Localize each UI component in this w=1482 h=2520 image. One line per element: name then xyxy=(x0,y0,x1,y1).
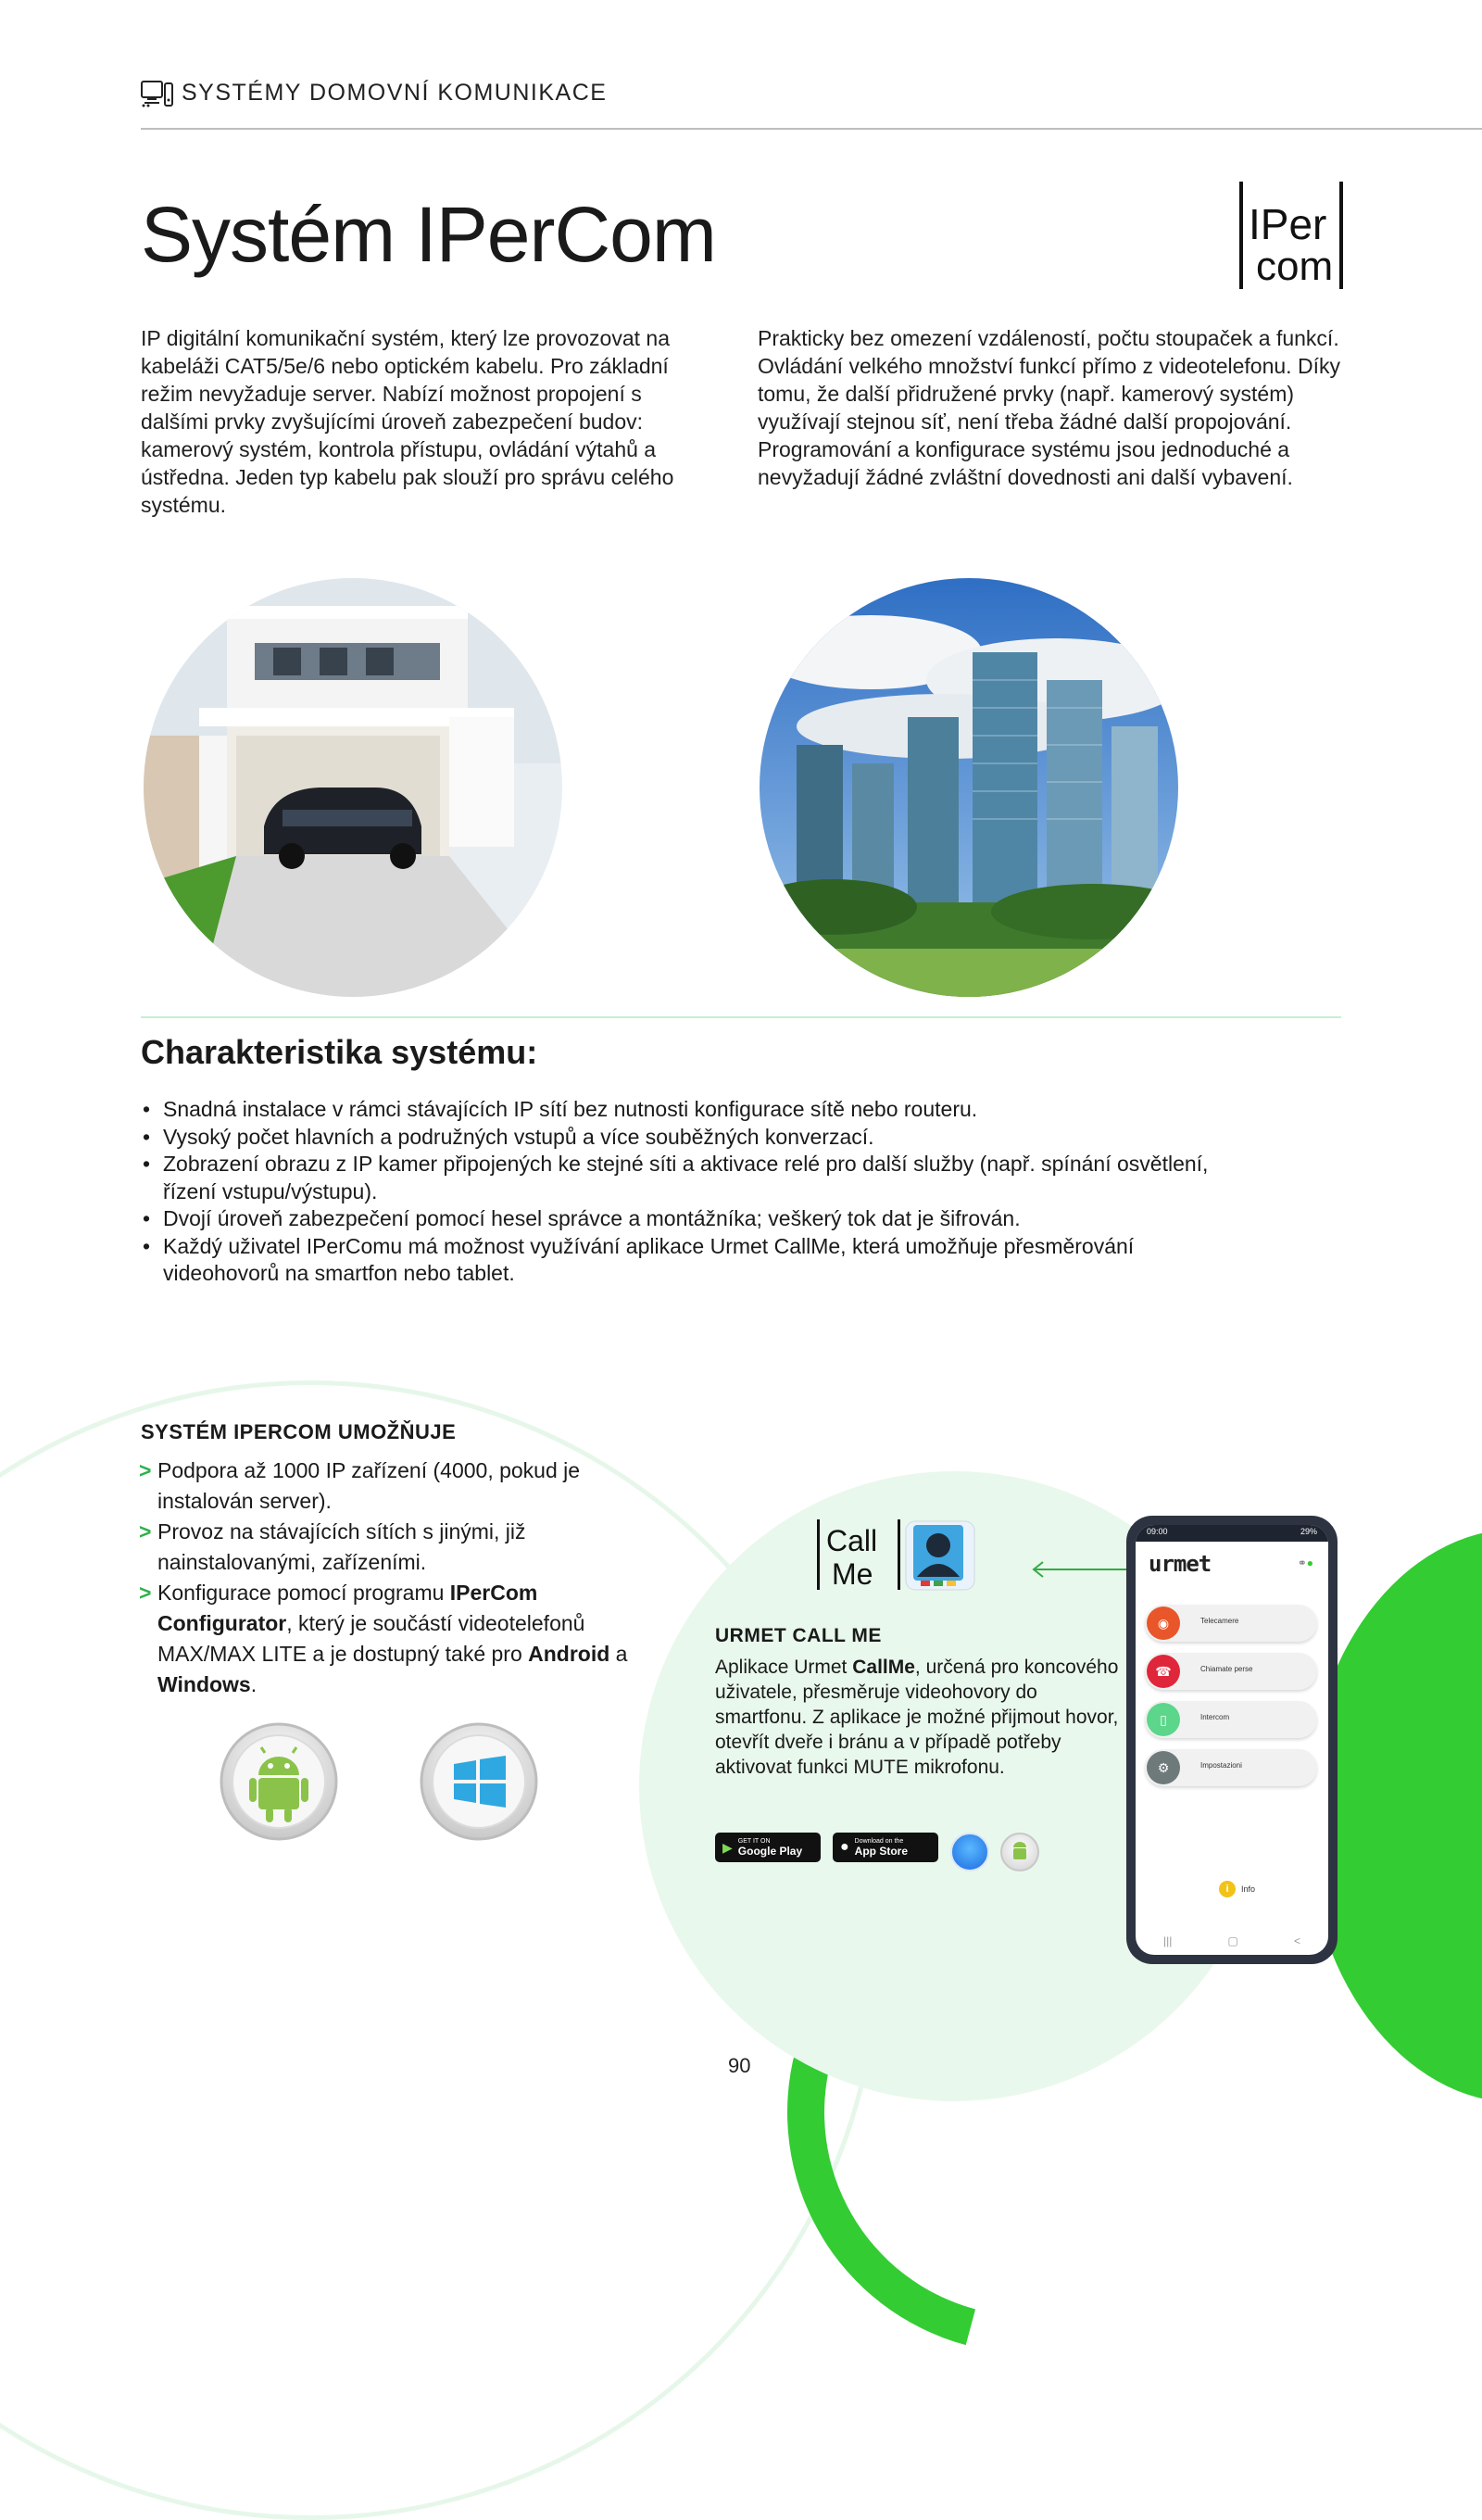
enables-item-text: Provoz na stávajících sítích s jinými, již nainstalovanými, zařízeními. xyxy=(157,1519,526,1574)
info-icon: i xyxy=(1219,1881,1236,1897)
apple-icon: ● xyxy=(840,1839,849,1855)
section-title: SYSTÉMY DOMOVNÍ KOMUNIKACE xyxy=(182,80,608,106)
ipercom-logo-line2: com xyxy=(1256,244,1334,289)
google-play-badge[interactable] xyxy=(715,1833,821,1862)
enables-item xyxy=(139,1578,639,1700)
phone-menu-label: Intercom xyxy=(1200,1713,1230,1721)
app-store-badge[interactable] xyxy=(833,1833,938,1862)
back-icon[interactable]: < xyxy=(1293,1934,1300,1947)
ipercom-logo xyxy=(1239,182,1343,289)
enables-item-text: Konfigurace pomocí programu xyxy=(157,1581,450,1605)
missed-calls-icon: ☎ xyxy=(1147,1655,1180,1688)
settings-icon: ⚙ xyxy=(1147,1751,1180,1784)
page-number: 90 xyxy=(728,2054,751,2077)
apple-badge-big: App Store xyxy=(854,1844,909,1858)
phone-menu-label: Impostazioni xyxy=(1200,1761,1242,1770)
smartphone-mockup xyxy=(1126,1516,1338,1964)
enables-title: SYSTÉM IPERCOM UMOŽŇUJE xyxy=(141,1420,457,1443)
enables-item-text: , který je součástí videotelefonů MAX/MAX LITE a je dostupný také pro xyxy=(157,1611,585,1666)
section-divider xyxy=(141,1016,1341,1018)
callme-logo-line2: Me xyxy=(832,1557,873,1590)
arrow-icon: > xyxy=(139,1458,152,1482)
phone-info-label: Info xyxy=(1241,1884,1256,1894)
camera-icon: ◉ xyxy=(1147,1606,1180,1640)
city-skyline-photo xyxy=(760,578,1178,997)
features-title: Charakteristika systému: xyxy=(141,1033,538,1071)
enables-item xyxy=(139,1455,639,1517)
phone-status-battery: 29% xyxy=(1300,1527,1317,1536)
enables-item xyxy=(139,1517,639,1578)
intro-right-paragraph-1: Prakticky bez omezení vzdáleností, počtu stoupaček a funkcí. Ovládání velkého množství funkcí přímo z videotelefonu. Díky tomu, že další přidružené prvky (např. kamerový systém) využívají stejnou síť, není třeba žádné další propojování. xyxy=(758,326,1340,434)
google-badge-small: GET IT ON xyxy=(737,1837,771,1845)
arrow-icon: > xyxy=(139,1519,152,1544)
callme-app-icon xyxy=(904,1519,976,1592)
phone-status-time: 09:00 xyxy=(1147,1527,1168,1536)
home-icon[interactable]: ▢ xyxy=(1227,1934,1238,1947)
phone-status-bar xyxy=(1136,1525,1328,1542)
phone-menu-label: Chiamate perse xyxy=(1200,1665,1253,1673)
callme-description xyxy=(715,1655,1123,1780)
phone-nav-bar xyxy=(1136,1934,1328,1947)
android-small-icon[interactable] xyxy=(1000,1833,1039,1871)
phone-menu-item[interactable] xyxy=(1145,1605,1317,1642)
features-list xyxy=(141,1096,1215,1288)
enables-item-text: a xyxy=(609,1642,628,1666)
arrow-icon: > xyxy=(139,1581,152,1605)
app-store-icon[interactable] xyxy=(950,1833,989,1871)
intro-right-paragraph-2: Programování a konfigurace systému jsou jednoduché a nevyžadují žádné zvláštní dovednosti ani další vybavení. xyxy=(758,437,1293,489)
phone-menu-item[interactable] xyxy=(1145,1749,1317,1786)
enables-item-text: Podpora až 1000 IP zařízení (4000, pokud je instalován server). xyxy=(157,1458,581,1513)
intercom-device-icon xyxy=(141,80,174,109)
feature-item: • Snadná instalace v rámci stávajících IP sítí bez nutnosti konfigurace sítě nebo routeru. xyxy=(141,1096,1215,1124)
windows-icon xyxy=(419,1721,539,1842)
phone-menu-label: Telecamere xyxy=(1200,1617,1239,1625)
house-photo xyxy=(144,578,562,997)
link-status-icon: ⚭● xyxy=(1297,1556,1313,1569)
enables-item-bold: IPerCom Configurator xyxy=(157,1581,538,1635)
intro-left-paragraph: IP digitální komunikační systém, který lze provozovat na kabeláži CAT5/5e/6 nebo optickém kabelu. Pro základní režim nevyžaduje server. Nabízí možnost propojení s dalšími prvky zvyšujícími úroveň zabezpečení budov: kamerový systém, kontrola přístupu, ovládání výtahů a ústředna. Jeden typ kabelu pak slouží pro správu celého systému. xyxy=(141,326,674,517)
google-badge-big: Google Play xyxy=(737,1844,803,1858)
phone-menu-item[interactable] xyxy=(1145,1653,1317,1690)
enables-list xyxy=(139,1455,639,1700)
android-icon xyxy=(219,1721,339,1842)
feature-item: • Každý uživatel IPerComu má možnost využívání aplikace Urmet CallMe, která umožňuje přesměrování videohovorů na smartfon nebo tablet. xyxy=(141,1233,1215,1288)
recent-apps-icon[interactable]: ||| xyxy=(1163,1934,1173,1947)
phone-info-button[interactable] xyxy=(1219,1881,1255,1897)
enables-item-text: . xyxy=(250,1672,257,1696)
phone-menu-item[interactable] xyxy=(1145,1701,1317,1738)
callme-logo xyxy=(817,1519,900,1590)
ipercom-logo-line1: IPer xyxy=(1249,200,1327,248)
header-divider xyxy=(141,128,1482,130)
enables-item-bold: Windows xyxy=(157,1672,251,1696)
callme-logo-line1: Call xyxy=(826,1524,878,1557)
feature-item: • Dvojí úroveň zabezpečení pomocí hesel správce a montážníka; veškerý tok dat je šifrován. xyxy=(141,1205,1215,1233)
intercom-icon: ▯ xyxy=(1147,1703,1180,1736)
callme-text: , určená pro koncového uživatele, přesměruje videohovory do smartfonu. Z aplikace je možné přijmout hovor, otevřít dveře i bránu a v případě potřeby aktivovat funkci MUTE mikrofonu. xyxy=(715,1657,1119,1778)
google-play-icon: ▶ xyxy=(722,1839,733,1855)
urmet-logo: urmet xyxy=(1149,1551,1212,1577)
intro-right xyxy=(758,324,1350,491)
callme-bold: CallMe xyxy=(852,1657,915,1678)
callme-text: Aplikace Urmet xyxy=(715,1657,853,1678)
page-title: Systém IPerCom xyxy=(141,191,716,278)
feature-item: • Vysoký počet hlavních a podružných vstupů a více souběžných konverzací. xyxy=(141,1124,1215,1152)
feature-item: • Zobrazení obrazu z IP kamer připojených ke stejné síti a aktivace relé pro další služby (např. spínání osvětlení, řízení vstupu/výstupu). xyxy=(141,1151,1215,1205)
phone-screen xyxy=(1136,1525,1328,1955)
apple-badge-small: Download on the xyxy=(854,1837,904,1845)
intro-left xyxy=(141,324,706,519)
enables-item-bold: Android xyxy=(528,1642,610,1666)
callme-title: URMET CALL ME xyxy=(715,1625,882,1646)
